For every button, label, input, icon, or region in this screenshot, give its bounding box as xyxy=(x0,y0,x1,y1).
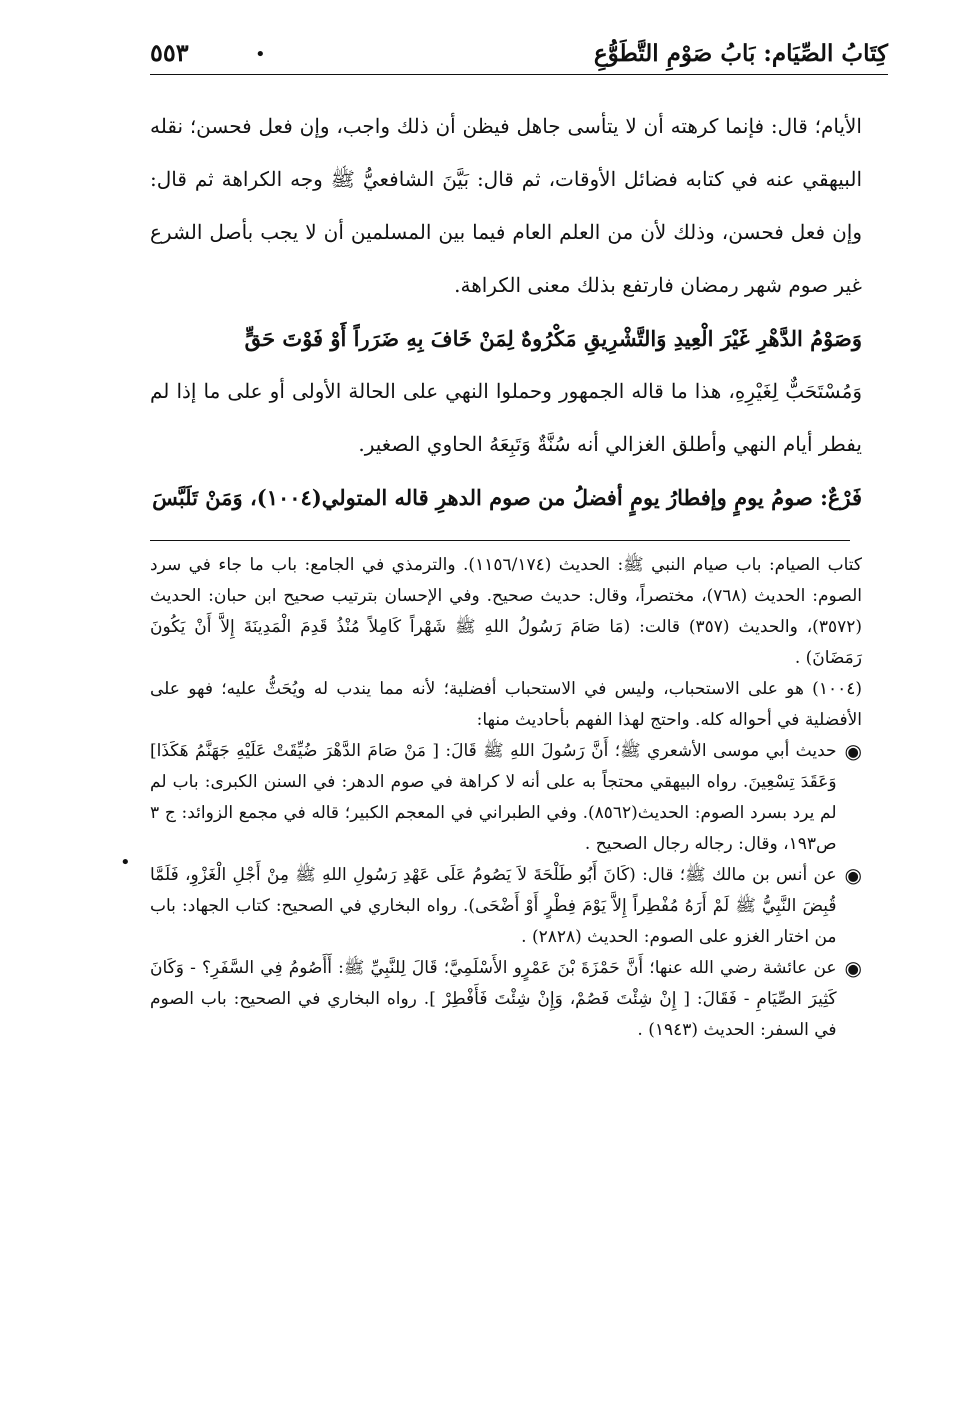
hadith-item-3 xyxy=(150,953,862,1046)
header-dot: • xyxy=(255,44,266,65)
hadith-text-3: عن عائشة رضي الله عنها؛ أَنَّ حَمْزَةَ بْنَ عَمْرٍو الأَسْلَمِيَّ؛ قَالَ لِلنَّبِيِّ ﷺ: أَأَصُومُ فِي السَّفَرِ؟ - وَكَانَ كَثِيرَ الصِّيَامِ - فَقَالَ: [ إِنْ شِئْتَ فَصُمْ، وَإِنْ شِئْتَ فَأَفْطِرْ ]. رواه البخاري في الصحيح: باب الصوم في السفر: الحديث (١٩٤٣) . xyxy=(150,958,837,1040)
running-header-title: كِتَابُ الصِّيَام: بَابُ صَوْمِ التَّطَوُّعِ xyxy=(593,40,888,67)
main-paragraph-1: الأيام؛ قال: فإنما كرهته أن لا يتأسى جاهل فيظن أن ذلك واجب، وإن فعل فحسن؛ نقله البيهقي عنه في كتابه فضائل الأوقات، ثم قال: بَيَّنَ الشافعيُّ ﷺ وجه الكراهة ثم قال: وإن فعل فحسن، وذلك لأن من العلم العام فيما بين المسلمين أن لا يجب بأصل الشرع غير صوم شهر رمضان فارتفع بذلك معنى الكراهة. xyxy=(150,114,862,297)
page-number: ٥٥٣ xyxy=(150,38,189,67)
footnote-separator xyxy=(150,540,850,541)
hadith-item-2 xyxy=(150,860,862,953)
header-rule xyxy=(150,74,888,75)
footnote-continuation: كتاب الصيام: باب صيام النبي ﷺ: الحديث (١١٥٦/١٧٤). والترمذي في الجامع: باب ما جاء في سرد الصوم: الحديث (٧٦٨)، مختصراً، وقال: حديث صحيح. وفي الإحسان بترتيب صحيح ابن حبان: الحديث (٣٥٧٢)، والحديث (٣٥٧) قالت: (مَا صَامَ رَسُولُ اللهِ ﷺ شَهْراً كَامِلاً مُنْذُ قَدِمَ الْمَدِينَةَ إِلاَّ أَنْ يَكُونَ رَمَضَانَ) . xyxy=(150,555,862,668)
bullet-circle-icon: ◉ xyxy=(844,863,862,887)
footnote-1004: (١٠٠٤) هو على الاستحباب، وليس في الاستحباب أفضلية؛ لأنه مما يندب له ويُحَثُّ عليه؛ فهو على الأفضلية في أحواله كله. واحتج لهذا الفهم بأحاديث منها: xyxy=(150,679,862,730)
matn-line: وَصَوْمُ الدَّهْرِ غَيْرَ الْعِيدِ وَالتَّشْرِيقِ مَكْرُوهٌ لِمَنْ خَافَ بِهِ ضَرَراً أَوْ فَوْتَ حَقٍّ xyxy=(244,326,862,351)
hadith-text-1: حديث أبي موسى الأشعري ﷺ؛ أَنَّ رَسُولَ اللهِ ﷺ قَالَ: [ مَنْ صَامَ الدَّهْرَ ضُيِّقَتْ عَلَيْهِ جَهَنَّمُ هَكَذَا] وَعَقَدَ تِسْعِينَ. رواه البيهقي محتجاً به على أنه لا كراهة في صوم الدهر: في السنن الكبرى: باب لم لم يرد بسرد الصوم: الحديث(٨٥٦٢). وفي الطبراني في المعجم الكبير؛ قاله في مجمع الزوائد: ج ٣ ص١٩٣، وقال: رجاله رجال الصحيح . xyxy=(150,741,837,854)
hadith-text-2: عن أنس بن مالك ﷺ؛ قال: (كَانَ أَبُو طَلْحَةَ لاَ يَصُومُ عَلَى عَهْدِ رَسُولِ اللهِ ﷺ مِنْ أَجْلِ الْغَزْوِ، فَلَمَّا قُبِضَ النَّبِيُّ ﷺ لَمْ أَرَهُ مُفْطِراً إِلاَّ يَوْمَ فِطْرٍ أَوْ أَضْحَى). رواه البخاري في الصحيح: كتاب الجهاد: باب من اختار الغزو على الصوم: الحديث (٢٨٢٨) . xyxy=(150,865,837,947)
footnotes xyxy=(150,550,862,1046)
margin-dot-mark: • xyxy=(120,852,131,873)
main-text xyxy=(150,100,862,524)
bullet-circle-icon: ◉ xyxy=(844,956,862,980)
main-paragraph-2: وَمُسْتَحَبٌّ لِغَيْرِهِ، هذا ما قاله الجمهور وحملوا النهي على الحالة الأولى أو على ما إذا لم يفطر أيام النهي وأطلق الغزالي أنه سُنَّةٌ وَتَبِعَهُ الحاوي الصغير. xyxy=(150,379,862,456)
far-line: فَرْعٌ: صومُ يومٍ وإفطارُ يومٍ أفضلُ من صوم الدهرِ قاله المتولي(١٠٠٤)، وَمَنْ تَلَبَّسَ xyxy=(152,485,862,510)
hadith-item-1 xyxy=(150,736,862,860)
bullet-circle-icon: ◉ xyxy=(844,739,862,763)
